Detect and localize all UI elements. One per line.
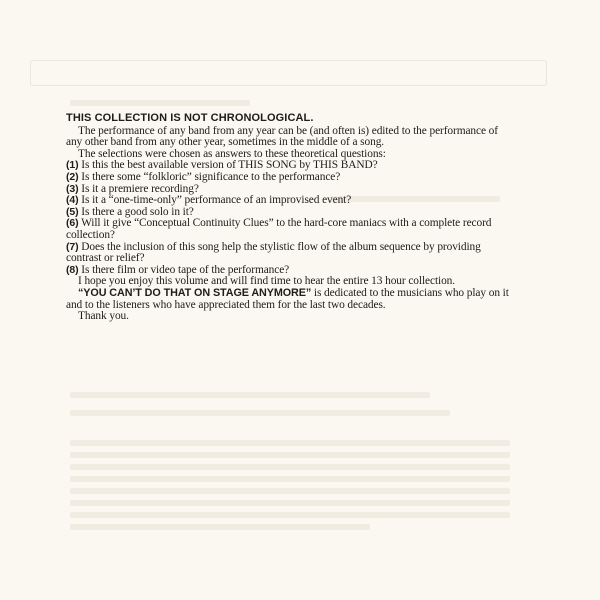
- bleed-through-line: [70, 476, 510, 482]
- bleed-through-line: [70, 512, 510, 518]
- question-text: Is there some “folkloric” significance to the performance?: [81, 170, 341, 183]
- bleed-through-line: [70, 440, 510, 446]
- question-item: [66, 242, 516, 265]
- closing-paragraph: I hope you enjoy this volume and will find time to hear the entire 13 hour collection.: [78, 275, 456, 288]
- question-text: Is this the best available version of THIS SONG by THIS BAND?: [81, 159, 378, 172]
- dedication-text: is dedicated to the musicians who play on it and to the listeners who have appreciated them for the last two decades.: [66, 286, 509, 311]
- bleed-through-line: [70, 100, 250, 106]
- question-text: Does the inclusion of this song help the stylistic flow of the album sequence by providing contrast or relief?: [66, 240, 481, 265]
- bleed-through-line: [70, 524, 370, 530]
- question-item: [66, 218, 516, 241]
- sign-off: Thank you.: [78, 310, 129, 323]
- bleed-through-line: [70, 488, 510, 494]
- question-number: (2): [66, 170, 79, 183]
- dedication-paragraph: [66, 288, 516, 311]
- question-text: Is there film or video tape of the performance?: [81, 263, 290, 276]
- question-number: (1): [66, 159, 79, 172]
- questions-list: [66, 160, 516, 276]
- question-number: (3): [66, 182, 79, 195]
- bleed-through-line: [70, 500, 510, 506]
- question-number: (8): [66, 263, 79, 276]
- question-text: Is it a “one-time-only” performance of an improvised event?: [81, 194, 352, 207]
- question-number: (7): [66, 240, 79, 253]
- bleed-through-line: [70, 452, 510, 458]
- questions-intro: The selections were chosen as answers to these theoretical questions:: [78, 147, 386, 160]
- liner-notes: [66, 113, 516, 323]
- question-number: (4): [66, 194, 79, 207]
- question-text: Will it give “Conceptual Continuity Clues” to the hard-core maniacs with a complete record collection?: [66, 217, 492, 241]
- question-number: (6): [66, 217, 79, 230]
- bleed-through-line: [70, 392, 430, 398]
- bleed-through-line: [70, 464, 510, 470]
- bleed-through-line: [70, 410, 450, 416]
- question-number: (5): [66, 205, 79, 218]
- page-heading: THIS COLLECTION IS NOT CHRONOLOGICAL.: [66, 112, 314, 124]
- bleed-through-frame: [30, 60, 547, 86]
- question-text: Is it a premiere recording?: [81, 182, 199, 195]
- album-title: “YOU CAN’T DO THAT ON STAGE ANYMORE”: [78, 286, 312, 299]
- question-text: Is there a good solo in it?: [81, 205, 194, 218]
- intro-paragraph: The performance of any band from any year can be (and often is) edited to the performance of any other band from any other year, sometimes in the middle of a song.: [66, 124, 498, 149]
